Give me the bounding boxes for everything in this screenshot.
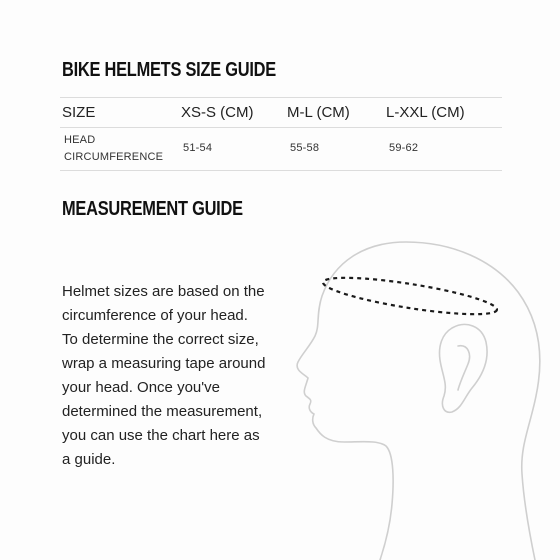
cell-m-l: 55-58 — [290, 142, 320, 154]
instruction-line: your head. Once you've — [62, 379, 220, 396]
head-profile-illustration — [282, 236, 552, 560]
instruction-line: wrap a measuring tape around — [62, 355, 266, 372]
table-header-rule — [60, 127, 502, 128]
size-guide-title: BIKE HELMETS SIZE GUIDE — [62, 59, 276, 81]
column-header-size: SIZE — [62, 104, 96, 121]
table-bottom-rule — [60, 170, 502, 171]
head-outline — [297, 242, 540, 560]
table-top-rule — [60, 97, 502, 98]
instruction-line: Helmet sizes are based on the — [62, 283, 265, 300]
instruction-line: you can use the chart here as — [62, 427, 260, 444]
instruction-line: determined the measurement, — [62, 403, 263, 420]
column-header-l-xxl: L-XXL (CM) — [386, 104, 465, 121]
row-label-line2: CIRCUMFERENCE — [64, 151, 164, 163]
column-header-xs-s: XS-S (CM) — [181, 104, 254, 121]
instruction-line: a guide. — [62, 451, 116, 468]
measurement-guide-title: MEASUREMENT GUIDE — [62, 198, 243, 220]
cell-l-xxl: 59-62 — [389, 142, 419, 154]
row-label-line1: HEAD — [64, 134, 96, 146]
measurement-instructions — [62, 280, 277, 472]
instruction-line: circumference of your head. — [62, 307, 248, 324]
instruction-line: To determine the correct size, — [62, 331, 259, 348]
column-header-m-l: M-L (CM) — [287, 104, 350, 121]
cell-xs-s: 51-54 — [183, 142, 213, 154]
measuring-tape-dashed-ellipse — [321, 270, 499, 321]
